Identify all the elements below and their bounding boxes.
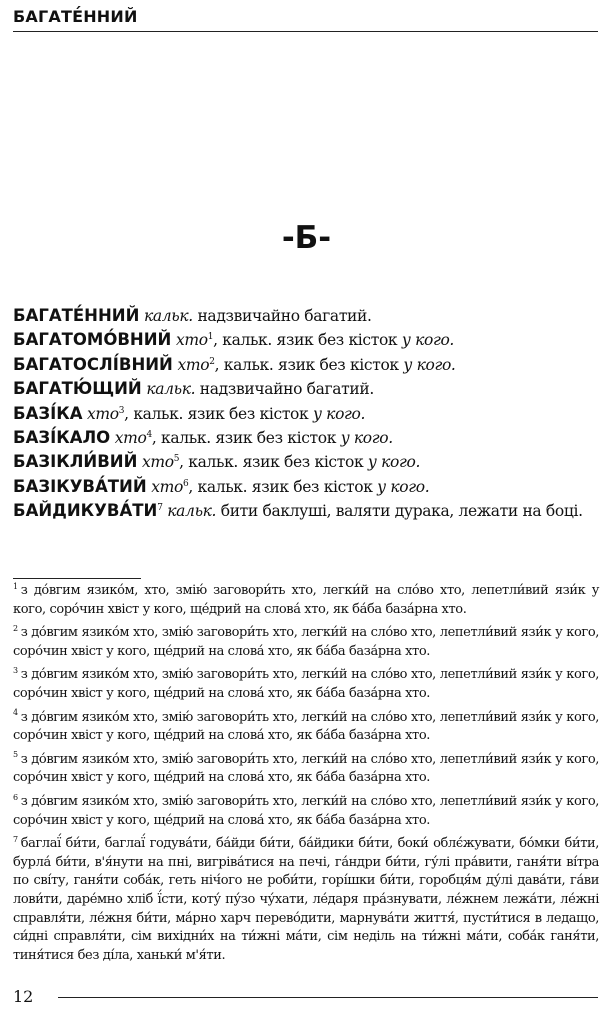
entry-gloss: надзвичайно багатий. (192, 307, 372, 325)
entry-headword: БАЙДИКУВА́ТИ (13, 501, 158, 521)
running-header-title: БАГАТЕ́ННИЙ (13, 7, 138, 26)
entry-headword: БАГАТОСЛІ́ВНИЙ (13, 354, 173, 374)
footnote-ref[interactable]: 1 (207, 332, 214, 343)
entry-tail: у кого. (401, 331, 455, 350)
dictionary-entry (13, 450, 599, 474)
footnote (13, 835, 599, 965)
dictionary-entry (13, 475, 599, 499)
dictionary-entry (13, 426, 599, 450)
section-letter: -Б- (281, 220, 332, 256)
footnote (13, 582, 599, 619)
entry-label: кальк. (139, 307, 193, 325)
footnote (13, 666, 599, 703)
entry-label: хто (172, 355, 210, 374)
dictionary-entries (13, 304, 599, 524)
entry-tail: у кого. (367, 453, 421, 472)
entry-tail: у кого. (340, 429, 393, 448)
footnote-number: 2 (13, 623, 18, 633)
dictionary-entry (13, 377, 599, 401)
entry-headword: БАЗІ́КАЛО (13, 428, 111, 448)
footnote-ref[interactable]: 3 (118, 405, 125, 416)
entry-headword: БАЗІКЛИ́ВИЙ (13, 452, 138, 472)
dictionary-entry (13, 402, 599, 426)
entry-gloss: , кальк. язик без кісток (151, 429, 341, 448)
footnote-number: 7 (13, 834, 18, 844)
footnote-text: з до́вгим язико́м хто, змію́ заговори́ть хто, легки́й на сло́во хто, лепетли́вий язи́к у кого, соро́чин хвіст у кого, ще́дрий на слова́ хто, як ба́ба база́рна хто. (13, 667, 599, 701)
footnote-ref[interactable]: 7 (157, 503, 163, 514)
footnote-divider (13, 578, 141, 579)
entry-gloss: , кальк. язик без кісток (214, 355, 404, 374)
footnote (13, 624, 599, 661)
entry-tail: у кого. (312, 404, 366, 423)
entry-headword: БАЗІ́КА (13, 403, 83, 423)
footnote-text: з до́вгим язико́м, хто, змію́ заговори́ть хто, легки́й на сло́во хто, лепетли́вий язи́к у кого, соро́чин хвіст у кого, ще́дрий на слова́ хто, як ба́ба база́рна хто. (13, 583, 599, 617)
entry-gloss: бити баклуші, валяти дурака, лежати на боці. (216, 502, 583, 521)
footnote-number: 3 (13, 666, 18, 676)
entry-label: хто (146, 477, 183, 496)
entry-headword: БАГАТЕ́ННИЙ (13, 306, 140, 325)
entry-label: кальк. (162, 502, 217, 521)
entry-gloss: , кальк. язик без кісток (213, 331, 402, 350)
footnote-text: з до́вгим язико́м хто, змію́ заговори́ть хто, легки́й на сло́во хто, лепетли́вий язи́к у кого, соро́чин хвіст у кого, ще́дрий на слова́ хто, як ба́ба база́рна хто. (13, 625, 599, 659)
entry-tail: у кого. (377, 477, 430, 496)
footnotes (13, 582, 599, 970)
entry-headword: БАГАТЮ́ЩИЙ (13, 379, 142, 399)
footnote-ref[interactable]: 4 (146, 429, 152, 440)
footnote-text: з до́вгим язико́м хто, змію́ заговори́ть хто, легки́й на сло́во хто, лепетли́вий язи́к у кого, соро́чин хвіст у кого, ще́дрий на слова́ хто, як ба́ба база́рна хто. (13, 793, 599, 828)
footnote-text: з до́вгим язико́м хто, змію́ заговори́ть хто, легки́й на сло́во хто, лепетли́вий язи́к у кого, соро́чин хвіст у кого, ще́дрий на слова́ хто, як ба́ба база́рна хто. (13, 751, 599, 786)
entry-gloss: , кальк. язик без кісток (179, 453, 368, 472)
dictionary-entry (13, 353, 599, 377)
entry-gloss: надзвичайно багатий. (195, 380, 374, 399)
footnote (13, 751, 599, 788)
footnote-text: з до́вгим язико́м хто, змію́ заговори́ть хто, легки́й на сло́во хто, лепетли́вий язи́к у кого, соро́чин хвіст у кого, ще́дрий на слова́ хто, як ба́ба база́рна хто. (13, 709, 599, 744)
footnote-ref[interactable]: 6 (182, 478, 189, 489)
footnote-number: 5 (13, 750, 18, 760)
running-header (13, 6, 598, 32)
entry-gloss: , кальк. язик без кісток (124, 404, 313, 423)
page-number: 12 (13, 987, 34, 1006)
footnote-number: 4 (13, 708, 18, 718)
footnote (13, 709, 599, 746)
dictionary-entry (13, 499, 599, 523)
entry-tail: у кого. (403, 355, 456, 374)
entry-label: хто (110, 429, 147, 448)
entry-headword: БАЗІКУВА́ТИЙ (13, 476, 147, 496)
entry-label: хто (137, 453, 174, 472)
footnote-number: 6 (13, 792, 18, 802)
footnote-ref[interactable]: 5 (173, 454, 180, 465)
entry-label: кальк. (141, 380, 196, 399)
entry-label: хто (82, 404, 119, 423)
entry-gloss: , кальк. язик без кісток (188, 477, 378, 496)
footnote-text: баглаї́ би́ти, баглаї́ годува́ти, ба́йди би́ти, ба́йдики би́ти, боки́ облє́жувати, бо́мки би́ти, бурла́ би́ти, в'я́нути на пні, вигріва́тися на печі, га́ндри би́ти, гу́лі пра́вити, ганя́ти ві́тра по сві́ту, ганя́ти соба́к, геть ніч́ого не роби́ти, горі́шки би́ти, горобця́м ду́лі дава́ти, га́ви лови́ти, даре́мно хліб ї́сти, коту́ пу́зо чу́хати, ле́даря пра́знувати, ле́жнем лежа́ти, ле́жні справля́ти, ле́жня би́ти, ма́рно харч перево́дити, марнува́ти життя́, пусти́тися в ледащо, си́дні справля́ти, сім вихідни́х на ти́жні ма́ти, сім неділь на ти́жні ма́ти, соба́к ганя́ти, тиня́тися без ді́ла, ханьки́ м'я́ти. (13, 836, 599, 963)
footer-rule (58, 997, 598, 998)
dictionary-entry (13, 304, 599, 328)
footnote-ref[interactable]: 2 (209, 356, 215, 367)
footnote-number: 1 (13, 581, 18, 591)
dictionary-entry (13, 328, 599, 352)
footnote (13, 793, 599, 830)
entry-headword: БАГАТОМО́ВНИЙ (13, 330, 172, 350)
page-footer (13, 985, 598, 1009)
entry-label: хто (171, 331, 208, 350)
